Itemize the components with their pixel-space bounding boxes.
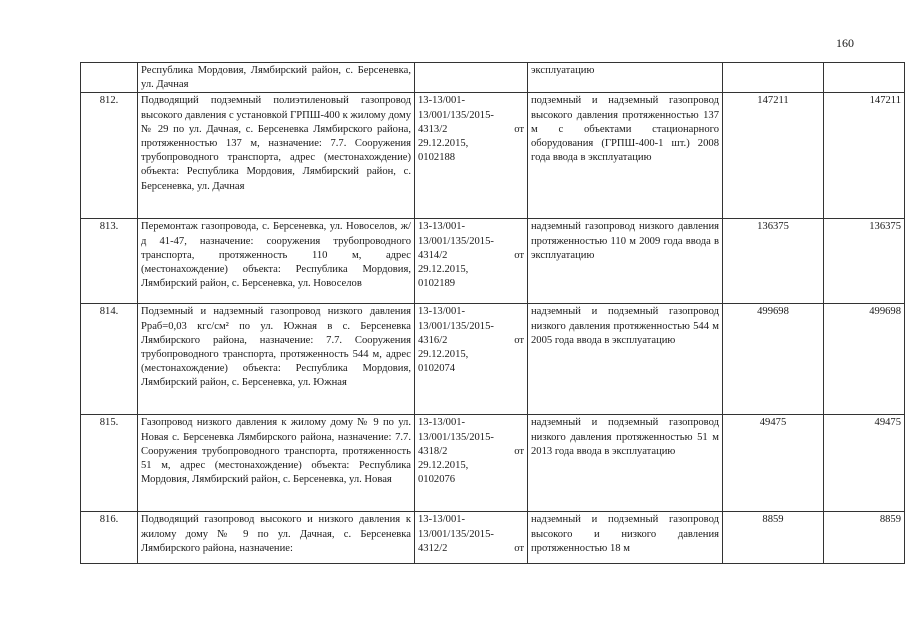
registration-record	[415, 415, 528, 512]
row-number: 815.	[81, 415, 138, 512]
registration-line: 13/001/135/2015-	[418, 109, 494, 121]
object-name: Подводящий подземный полиэтиленовый газопровод высокого давления с установкой ГРПШ-400 к жилому дому № 29 по ул. Дачная, с. Берсеневка Лямбирского района, протяженностью 137 м, назначение: 7.7. Сооружения трубопроводного транспорта, адрес (местонахождение) объекта: Республика Мордовия, Лямбирский район, с. Берсеневка, ул. Дачная	[138, 93, 415, 219]
value-column-2: 499698	[824, 304, 905, 415]
object-description: надземный и подземный газопровод высокого и низкого давления протяженностью 18 м	[528, 512, 723, 564]
registration-line: 13-13/001-	[418, 221, 466, 233]
registration-line: 13-13/001-	[418, 306, 466, 318]
registration-line: 13/001/135/2015-	[418, 431, 494, 443]
registration-line: 4314/2 от	[418, 249, 524, 261]
registration-record	[415, 512, 528, 564]
value-column-1	[723, 63, 824, 93]
registration-line: 13/001/135/2015-	[418, 235, 494, 247]
registration-record	[415, 93, 528, 219]
object-name: Подводящий газопровод высокого и низкого давления к жилому дому № 9 по ул. Дачная, с. Берсеневка Лямбирского района, назначение:	[138, 512, 415, 564]
table-row	[81, 219, 905, 304]
table-row	[81, 415, 905, 512]
row-number: 812.	[81, 93, 138, 219]
value-column-2: 136375	[824, 219, 905, 304]
table-row	[81, 93, 905, 219]
property-registry-table	[80, 62, 905, 564]
value-column-2	[824, 63, 905, 93]
value-column-1: 499698	[723, 304, 824, 415]
object-name: Республика Мордовия, Лямбирский район, с. Берсеневка, ул. Дачная	[138, 63, 415, 93]
object-name: Газопровод низкого давления к жилому дому № 9 по ул. Новая с. Берсеневка Лямбирского района, назначение: 7.7. Сооружения трубопроводного транспорта, протяженность 51 м, адрес (местонахождение) объекта: Республика Мордовия, Лямбирский район, с. Берсеневка, ул. Новая	[138, 415, 415, 512]
registration-line: 13/001/135/2015-	[418, 528, 494, 540]
registration-line: 0102076	[418, 474, 456, 486]
object-description: подземный и надземный газопровод высокого давления протяженностью 137 м с объектами стационарного оборудования (ГРПШ-400-1 шт.) 2008 года ввода в эксплуатацию	[528, 93, 723, 219]
row-number: 813.	[81, 219, 138, 304]
value-column-1: 136375	[723, 219, 824, 304]
object-name: Подземный и надземный газопровод низкого давления Рраб=0,03 кгс/см² по ул. Южная в с. Берсеневка Лямбирского района, назначение: 7.7. Сооружения трубопроводного транспорта, протяженность 544 м, адрес (местонахождение) объекта: Республика Мордовия, Лямбирский район, с. Берсеневка, ул. Южная	[138, 304, 415, 415]
registration-line: 4312/2 от	[418, 542, 524, 554]
object-description: надземный и подземный газопровод низкого давления протяженностью 51 м 2013 года ввода в эксплуатацию	[528, 415, 723, 512]
registration-line: 13-13/001-	[418, 417, 466, 429]
value-column-2: 8859	[824, 512, 905, 564]
value-column-1: 147211	[723, 93, 824, 219]
registration-line: 4318/2 от	[418, 445, 524, 457]
object-description: надземный и подземный газопровод низкого давления протяженностью 544 м 2005 года ввода в эксплуатацию	[528, 304, 723, 415]
registration-record	[415, 304, 528, 415]
page-number: 160	[836, 36, 854, 50]
table-row	[81, 304, 905, 415]
row-number: 816.	[81, 512, 138, 564]
object-name: Перемонтаж газопровода, с. Берсеневка, ул. Новоселов, ж/д 41-47, назначение: сооружения трубопроводного транспорта, протяженность 110 м, адрес (местонахождение) объекта: Республика Мордовия, Лямбирский район, с. Берсеневка, ул. Новоселов	[138, 219, 415, 304]
registration-line: 4313/2 от	[418, 123, 524, 135]
registration-line: 13-13/001-	[418, 514, 466, 526]
row-number	[81, 63, 138, 93]
registration-line: 13-13/001-	[418, 95, 466, 107]
value-column-1: 8859	[723, 512, 824, 564]
value-column-2: 147211	[824, 93, 905, 219]
registration-line: 29.12.2015,	[418, 460, 469, 472]
row-number: 814.	[81, 304, 138, 415]
registration-line: 29.12.2015,	[418, 349, 469, 361]
registration-record	[415, 219, 528, 304]
registration-line: 29.12.2015,	[418, 138, 469, 150]
registration-line: 0102189	[418, 278, 456, 290]
value-column-2: 49475	[824, 415, 905, 512]
object-description: надземный газопровод низкого давления протяженностью 110 м 2009 года ввода в эксплуатацию	[528, 219, 723, 304]
table-row	[81, 512, 905, 564]
value-column-1: 49475	[723, 415, 824, 512]
registration-line: 29.12.2015,	[418, 264, 469, 276]
registration-record	[415, 63, 528, 93]
registration-line: 0102074	[418, 363, 456, 375]
registration-line: 13/001/135/2015-	[418, 320, 494, 332]
registration-line: 0102188	[418, 152, 456, 164]
table-row	[81, 63, 905, 93]
object-description: эксплуатацию	[528, 63, 723, 93]
registration-line: 4316/2 от	[418, 334, 524, 346]
